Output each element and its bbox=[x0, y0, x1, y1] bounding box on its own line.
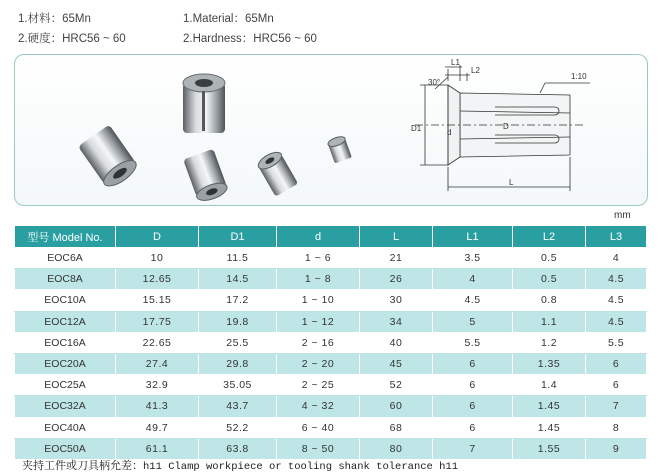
table-cell: EOC32A bbox=[15, 396, 116, 417]
table-cell: 34 bbox=[360, 311, 433, 332]
collet-photo-small bbox=[256, 149, 299, 197]
table-cell: 52.2 bbox=[199, 417, 277, 438]
table-cell: 2 ~ 25 bbox=[277, 375, 360, 396]
table-cell: 6 bbox=[586, 375, 647, 396]
table-cell: 63.8 bbox=[199, 438, 277, 459]
table-cell: 6 bbox=[433, 396, 513, 417]
table-cell: EOC12A bbox=[15, 311, 116, 332]
table-row bbox=[15, 353, 647, 374]
table-cell: 0.8 bbox=[513, 290, 586, 311]
table-cell: 8 bbox=[586, 417, 647, 438]
collet-photo-tilted-left bbox=[78, 125, 140, 191]
table-cell: 5 bbox=[433, 311, 513, 332]
col-header-l: L bbox=[360, 226, 433, 248]
table-cell: 35.05 bbox=[199, 375, 277, 396]
table-cell: 21 bbox=[360, 248, 433, 269]
table-cell: 1 ~ 6 bbox=[277, 248, 360, 269]
col-header-d-outer: D bbox=[116, 226, 199, 248]
table-cell: 43.7 bbox=[199, 396, 277, 417]
table-cell: 0.5 bbox=[513, 269, 586, 290]
table-cell: 4 ~ 32 bbox=[277, 396, 360, 417]
tolerance-footnote bbox=[22, 457, 458, 473]
table-cell: 7 bbox=[433, 438, 513, 459]
table-cell: 1.4 bbox=[513, 375, 586, 396]
table-cell: 2 ~ 16 bbox=[277, 332, 360, 353]
table-cell: 61.1 bbox=[116, 438, 199, 459]
table-row bbox=[15, 332, 647, 353]
table-cell: 68 bbox=[360, 417, 433, 438]
table-cell: 4.5 bbox=[586, 311, 647, 332]
table-cell: 10 bbox=[116, 248, 199, 269]
taper-label: 1:10 bbox=[571, 72, 587, 81]
collet-photo-large bbox=[183, 74, 225, 133]
spec-material-cn: 1.材料：65Mn bbox=[18, 13, 91, 25]
table-cell: 4 bbox=[433, 269, 513, 290]
table-cell: 6 bbox=[433, 375, 513, 396]
spec-hardness-en: 2.Hardness：HRC56 ~ 60 bbox=[183, 33, 317, 45]
table-row bbox=[15, 375, 647, 396]
footnote-cn: 夹持工件或刀具柄允差： bbox=[22, 460, 143, 472]
table-cell: 26 bbox=[360, 269, 433, 290]
table-row bbox=[15, 269, 647, 290]
footnote-en: h11 Clamp workpiece or tooling shank tolerance h11 bbox=[143, 461, 459, 473]
product-image-panel bbox=[14, 54, 648, 206]
table-cell: 30 bbox=[360, 290, 433, 311]
spec-table bbox=[14, 225, 647, 460]
table-cell: 3.5 bbox=[433, 248, 513, 269]
table-cell: 17.75 bbox=[116, 311, 199, 332]
col-header-d1: D1 bbox=[199, 226, 277, 248]
table-cell: EOC20A bbox=[15, 353, 116, 374]
table-cell: EOC10A bbox=[15, 290, 116, 311]
table-cell: 1 ~ 8 bbox=[277, 269, 360, 290]
table-cell: 41.3 bbox=[116, 396, 199, 417]
collet-photo-tilted-middle bbox=[183, 149, 229, 204]
table-cell: 25.5 bbox=[199, 332, 277, 353]
table-row bbox=[15, 290, 647, 311]
collet-photo-tiny bbox=[327, 135, 352, 164]
table-cell: 14.5 bbox=[199, 269, 277, 290]
table-cell: 5.5 bbox=[586, 332, 647, 353]
table-cell: 27.4 bbox=[116, 353, 199, 374]
table-cell: 8 ~ 50 bbox=[277, 438, 360, 459]
table-cell: 0.5 bbox=[513, 248, 586, 269]
table-cell: 4.5 bbox=[586, 290, 647, 311]
table-cell: 40 bbox=[360, 332, 433, 353]
table-cell: 1 ~ 10 bbox=[277, 290, 360, 311]
table-cell: EOC16A bbox=[15, 332, 116, 353]
table-cell: 5.5 bbox=[433, 332, 513, 353]
table-cell: EOC25A bbox=[15, 375, 116, 396]
table-cell: 1 ~ 12 bbox=[277, 311, 360, 332]
table-cell: 15.15 bbox=[116, 290, 199, 311]
table-header-row bbox=[15, 226, 647, 248]
table-cell: 4.5 bbox=[433, 290, 513, 311]
dim-small-d-label: d bbox=[447, 128, 452, 137]
table-cell: 12.65 bbox=[116, 269, 199, 290]
table-row bbox=[15, 248, 647, 269]
table-cell: EOC50A bbox=[15, 438, 116, 459]
col-header-l2: L2 bbox=[513, 226, 586, 248]
col-header-l1: L1 bbox=[433, 226, 513, 248]
table-cell: 7 bbox=[586, 396, 647, 417]
table-cell: 2 ~ 20 bbox=[277, 353, 360, 374]
table-cell: 1.55 bbox=[513, 438, 586, 459]
table-cell: 80 bbox=[360, 438, 433, 459]
spec-hardness-cn: 2.硬度：HRC56 ~ 60 bbox=[18, 33, 126, 45]
col-header-l3: L3 bbox=[586, 226, 647, 248]
table-cell: EOC8A bbox=[15, 269, 116, 290]
table-cell: 6 bbox=[433, 417, 513, 438]
table-cell: 49.7 bbox=[116, 417, 199, 438]
table-row bbox=[15, 311, 647, 332]
table-cell: 4.5 bbox=[586, 269, 647, 290]
dim-big-d-label: D bbox=[503, 122, 509, 131]
dim-l2-label: L2 bbox=[471, 66, 480, 75]
table-cell: 6 bbox=[586, 353, 647, 374]
table-cell: 1.2 bbox=[513, 332, 586, 353]
table-cell: 22.65 bbox=[116, 332, 199, 353]
angle-label: 30° bbox=[428, 78, 441, 87]
table-cell: 4 bbox=[586, 248, 647, 269]
dim-l-label: L bbox=[509, 178, 514, 187]
table-cell: 9 bbox=[586, 438, 647, 459]
table-cell: EOC40A bbox=[15, 417, 116, 438]
table-cell: 45 bbox=[360, 353, 433, 374]
table-row bbox=[15, 396, 647, 417]
table-cell: 32.9 bbox=[116, 375, 199, 396]
col-header-d-range: d bbox=[277, 226, 360, 248]
spec-material-en: 1.Material：65Mn bbox=[183, 13, 274, 25]
table-cell: 1.35 bbox=[513, 353, 586, 374]
collet-illustration bbox=[15, 55, 647, 205]
table-cell: 6 bbox=[433, 353, 513, 374]
dim-d1-label: D1 bbox=[411, 124, 422, 133]
table-cell: 6 ~ 40 bbox=[277, 417, 360, 438]
table-cell: 60 bbox=[360, 396, 433, 417]
table-cell: 52 bbox=[360, 375, 433, 396]
table-row bbox=[15, 417, 647, 438]
table-cell: 1.45 bbox=[513, 396, 586, 417]
table-cell: 11.5 bbox=[199, 248, 277, 269]
table-cell: 19.8 bbox=[199, 311, 277, 332]
table-cell: EOC6A bbox=[15, 248, 116, 269]
unit-label: mm bbox=[614, 210, 631, 221]
dim-l1-label: L1 bbox=[451, 58, 460, 67]
col-header-model: 型号 Model No. bbox=[15, 226, 116, 248]
table-cell: 17.2 bbox=[199, 290, 277, 311]
table-cell: 29.8 bbox=[199, 353, 277, 374]
table-cell: 1.45 bbox=[513, 417, 586, 438]
table-cell: 1.1 bbox=[513, 311, 586, 332]
